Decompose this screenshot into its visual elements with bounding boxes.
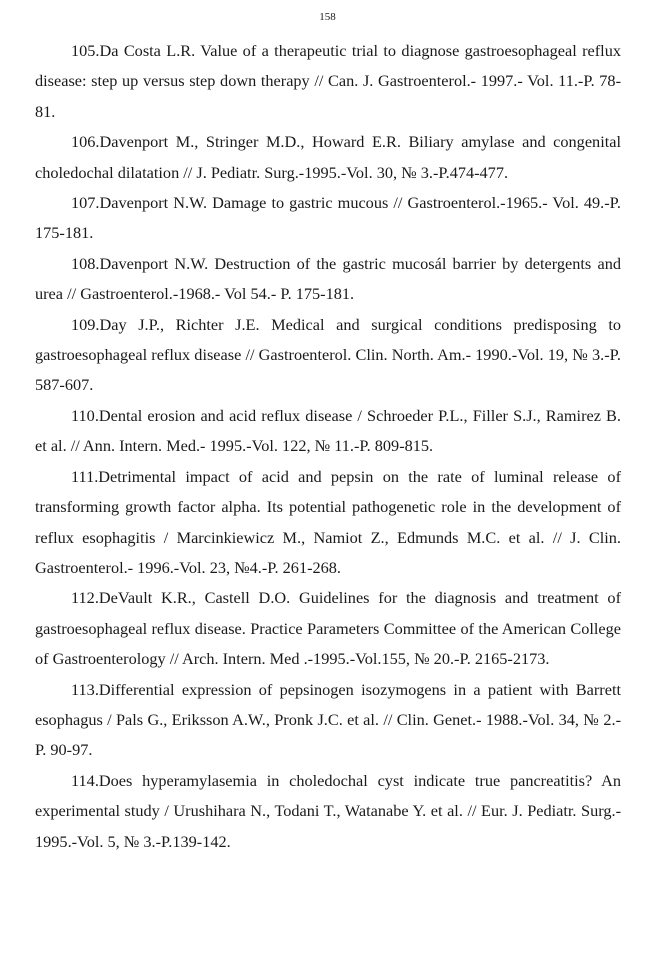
reference-entry-109: 109.Day J.P., Richter J.E. Medical and surgical conditions predisposing to gastroesophageal reflux disease // Gastroenterol. Clin. North. Am.- 1990.-Vol. 19, № 3.-P. 587-607.: [35, 314, 621, 395]
reference-list: [35, 36, 621, 857]
reference-entry-108: 108.Davenport N.W. Destruction of the gastric mucosál barrier by detergents and urea // Gastroenterol.-1968.- Vol 54.- P. 175-181.: [35, 253, 621, 304]
reference-entry-111: 111.Detrimental impact of acid and pepsin on the rate of luminal release of transforming growth factor alpha. Its potential pathogenetic role in the development of reflux esophagitis / Marcinkiewicz M., Namiot Z., Edmunds M.C. et al. // J. Clin. Gastroenterol.- 1996.-Vol. 23, №4.-P. 261-268.: [35, 466, 621, 577]
reference-entry-107: 107.Davenport N.W. Damage to gastric mucous // Gastroenterol.-1965.- Vol. 49.-P. 175-181.: [35, 193, 621, 243]
reference-entry-112: 112.DeVault K.R., Castell D.O. Guidelines for the diagnosis and treatment of gastroesophageal reflux disease. Practice Parameters Committee of the American College of Gastroenterology // Arch. Intern. Med .-1995.-Vol.155, № 20.-P. 2165-2173.: [35, 588, 621, 669]
reference-entry-110: 110.Dental erosion and acid reflux disease / Schroeder P.L., Filler S.J., Ramirez B. et al. // Ann. Intern. Med.- 1995.-Vol. 122, № 11.-P. 809-815.: [35, 405, 621, 456]
reference-entry-106: 106.Davenport M., Stringer M.D., Howard E.R. Biliary amylase and congenital choledochal dilatation // J. Pediatr. Surg.-1995.-Vol. 30, № 3.-P.474-477.: [35, 132, 621, 182]
reference-entry-105: 105.Da Costa L.R. Value of a therapeutic trial to diagnose gastroesophageal reflux disease: step up versus step down therapy // Can. J. Gastroenterol.- 1997.- Vol. 11.-P. 78-81.: [35, 41, 621, 121]
page-number: 158: [319, 11, 336, 23]
reference-entry-113: 113.Differential expression of pepsinogen isozymogens in a patient with Barrett esophagus / Pals G., Eriksson A.W., Pronk J.C. et al. // Clin. Genet.- 1988.-Vol. 34, № 2.-P. 90-97.: [35, 679, 621, 760]
reference-entry-114: 114.Does hyperamylasemia in choledochal cyst indicate true pancreatitis? An experimental study / Urushihara N., Todani T., Watanabe Y. et al. // Eur. J. Pediatr. Surg.- 1995.-Vol. 5, № 3.-P.139-142.: [35, 770, 621, 851]
